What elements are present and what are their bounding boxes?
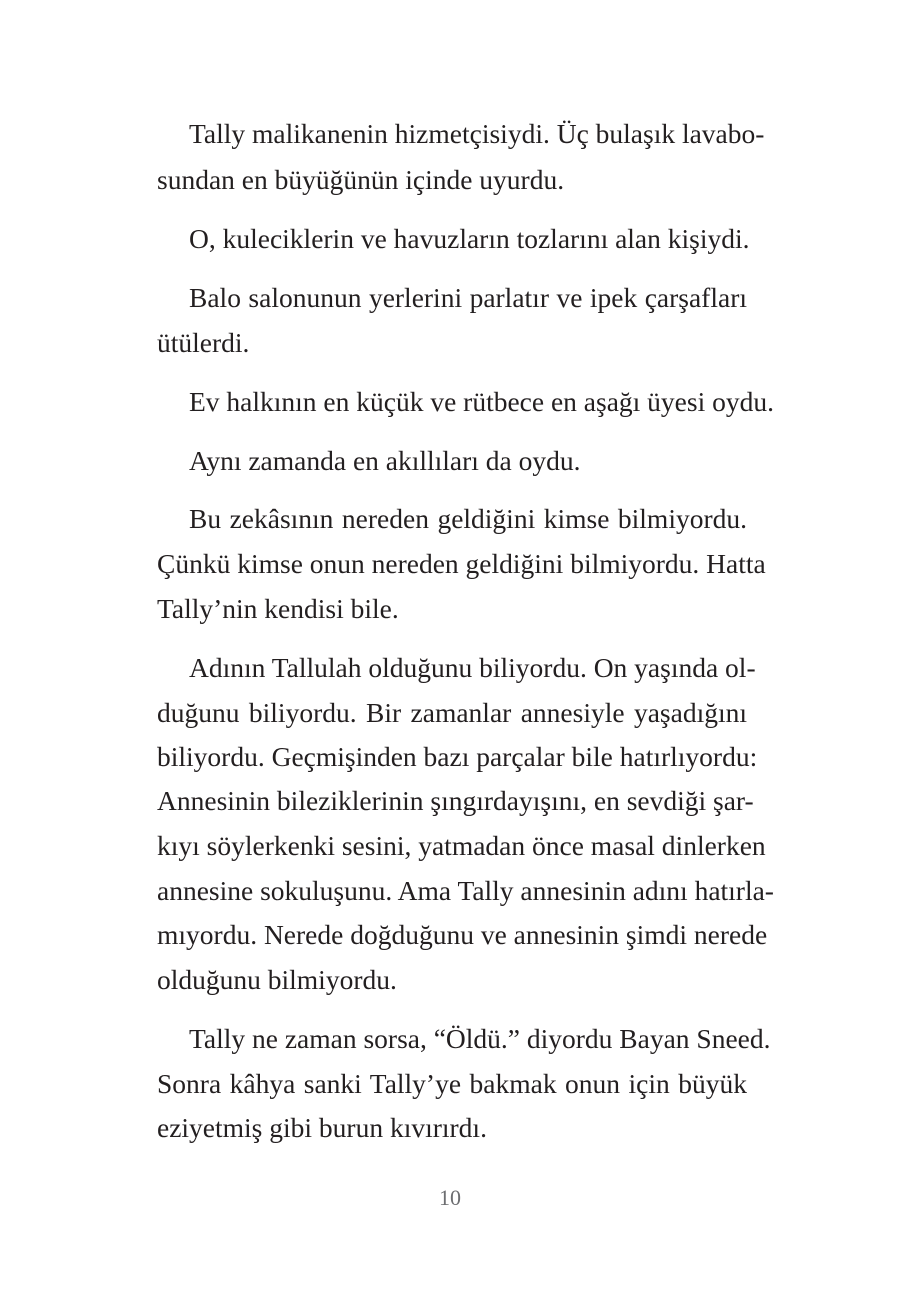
text-line: O, kuleciklerin ve havuzların tozlarını alan kişiydi. [189, 223, 750, 254]
text-line: annesine sokuluşunu. Ama Tally annesinin adını hatırla- [157, 875, 774, 906]
text-line: Tally ne zaman sorsa, “Öldü.” diyordu Bayan Sneed. [189, 1023, 771, 1054]
text-line: Sonra kâhya sanki Tally’ye bakmak onun için büyük [157, 1068, 747, 1099]
text-line: kıyı söylerkenki sesini, yatmadan önce masal dinlerken [157, 830, 766, 861]
text-line: Annesinin bileziklerinin şıngırdayışını, en sevdiği şar- [157, 785, 754, 816]
text-line: Ev halkının en küçük ve rütbece en aşağı üyesi oydu. [189, 386, 774, 417]
text-line: sundan en büyüğünün içinde uyurdu. [157, 164, 565, 195]
text-line: olduğunu bilmiyordu. [157, 964, 397, 995]
text-line: Aynı zamanda en akıllıları da oydu. [189, 445, 581, 476]
page-number: 10 [439, 1185, 461, 1210]
text-line: biliyordu. Geçmişinden bazı parçalar bile hatırlıyordu: [157, 741, 758, 772]
text-line: duğunu biliyordu. Bir zamanlar annesiyle yaşadığını [157, 697, 747, 728]
text-line: Tally malikanenin hizmetçisiydi. Üç bulaşık lavabo- [189, 118, 765, 149]
text-line: ütülerdi. [157, 327, 250, 358]
text-line: eziyetmiş gibi burun kıvırırdı. [157, 1112, 487, 1143]
text-line: Tally’nin kendisi bile. [157, 593, 399, 624]
text-line: Adının Tallulah olduğunu biliyordu. On yaşında ol- [189, 652, 756, 683]
text-line: Bu zekâsının nereden geldiğini kimse bilmiyordu. [189, 503, 747, 534]
text-line: Çünkü kimse onun nereden geldiğini bilmiyordu. Hatta [157, 548, 766, 579]
text-line: Balo salonunun yerlerini parlatır ve ipek çarşafları [189, 282, 747, 313]
text-line: mıyordu. Nerede doğduğunu ve annesinin şimdi nerede [157, 919, 768, 950]
